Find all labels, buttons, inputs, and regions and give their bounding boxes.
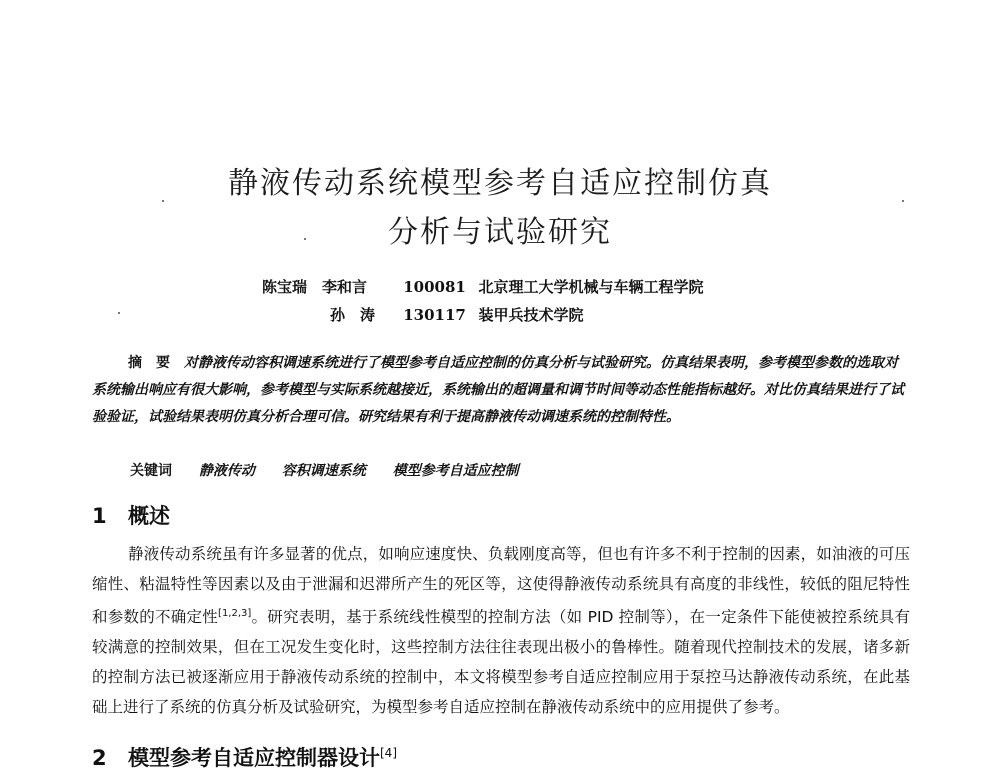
author-affiliation: 装甲兵技术学院 [478, 306, 584, 324]
author-row [330, 304, 583, 325]
section-title: 概述 [128, 504, 170, 528]
section-1-paragraph [92, 539, 910, 722]
author-affiliation: 北京理工大学机械与车辆工程学院 [478, 278, 704, 296]
keyword-item: 容积调速系统 [281, 463, 366, 479]
scan-speck [118, 312, 120, 314]
citation: [4] [380, 746, 397, 760]
author-postcode: 100081 [403, 278, 466, 296]
section-heading-1 [92, 500, 170, 530]
abstract [92, 350, 910, 431]
paragraph-text: 。研究表明，基于系统线性模型的控制方法（如 PID 控制等），在一定条件下能使被控系统具有较满意的控制效果，但在工况发生变化时，这些控制方法往往表现出极小的鲁棒性。随着现代控制技术的发展，诸多新的控制方法已被逐渐应用于静液传动系统的控制中，本文将模型参考自适应控制应用于泵控马达静液传动系统，在此基础上进行了系统的仿真分析及试验研究，为模型参考自适应控制在静液传动系统中的应用提供了参考。 [92, 608, 910, 717]
section-title: 模型参考自适应控制器设计 [128, 746, 380, 770]
paper-title-line-2: 分析与试验研究 [388, 215, 612, 250]
abstract-text: 对静液传动容积调速系统进行了模型参考自适应控制的仿真分析与试验研究。仿真结果表明，参考模型参数的选取对系统输出响应有很大影响，参考模型与实际系统越接近，系统输出的超调量和调节时间等动态性能指标越好。对比仿真结果进行了试验验证，试验结果表明仿真分析合理可信。研究结果有利于提高静液传动调速系统的控制特性。 [92, 355, 904, 425]
keyword-item: 模型参考自适应控制 [392, 463, 519, 479]
keyword-item: 静液传动 [198, 463, 255, 479]
abstract-label: 摘 要 [128, 355, 170, 371]
author-postcode: 130117 [403, 306, 466, 324]
section-number: 2 [92, 746, 107, 770]
paper-title-line-1: 静液传动系统模型参考自适应控制仿真 [228, 166, 772, 201]
author-names: 孙 涛 [330, 306, 376, 324]
author-row [262, 276, 703, 297]
paragraph-text: 静液传动系统虽有许多显著的优点，如响应速度快、负载刚度高等，但也有许多不利于控制的因素，如油液的可压缩性、粘温特性等因素以及由于泄漏和迟滞所产生的死区等，这使得静液传动系统具有高度的非线性，较低的阻尼特性和参数的不确定性 [92, 545, 910, 627]
keywords-label: 关键词 [130, 463, 172, 479]
keywords [130, 460, 541, 480]
section-heading-2 [92, 742, 397, 772]
section-number: 1 [92, 504, 107, 528]
citation: [1,2,3] [218, 608, 252, 619]
author-names: 陈宝瑞 李和言 [262, 278, 368, 296]
